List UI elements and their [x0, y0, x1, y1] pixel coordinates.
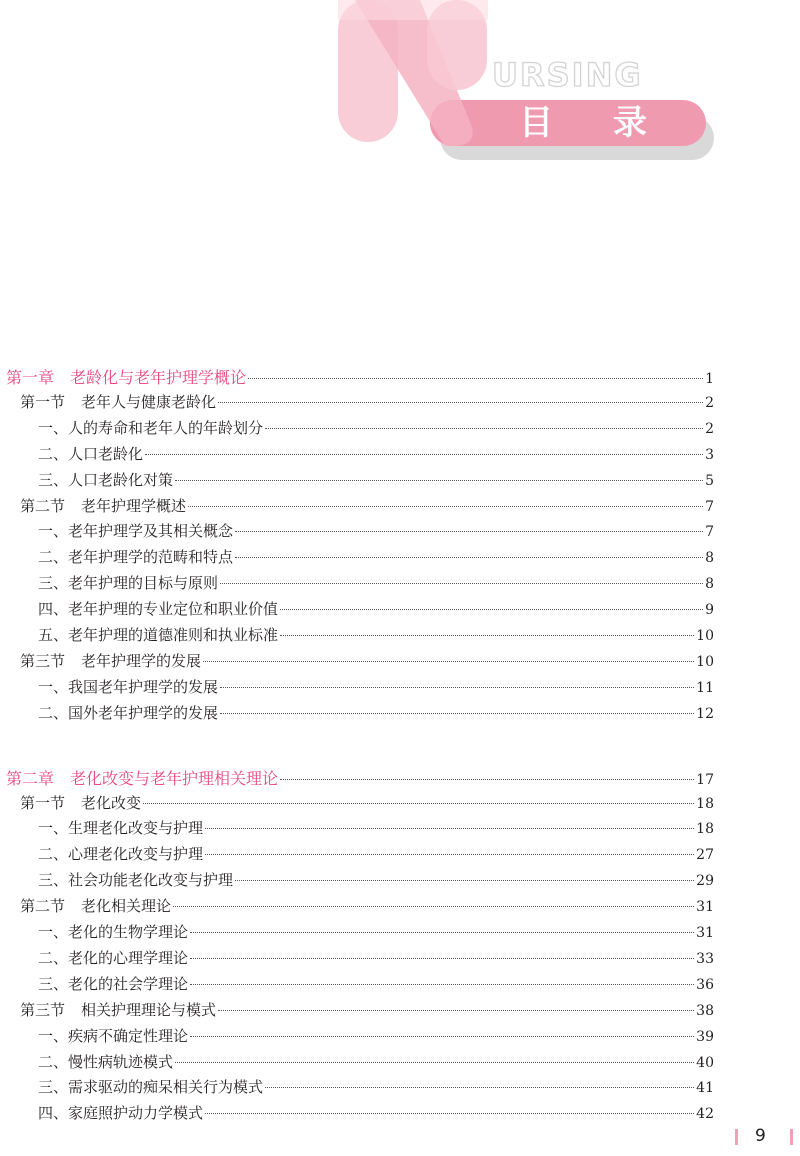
toc-leader-dots — [188, 506, 703, 507]
toc-page-number: 29 — [696, 873, 714, 890]
toc-page-number: 17 — [696, 771, 714, 788]
toc-entry-label — [38, 443, 143, 464]
toc-item-row[interactable] — [38, 417, 714, 439]
toc-item-row[interactable] — [38, 1051, 714, 1073]
toc-page-number: 27 — [696, 847, 714, 864]
toc-leader-dots — [265, 428, 703, 429]
toc-entry-label — [38, 520, 233, 541]
toc-entry-number: 第二节 — [20, 897, 66, 916]
toc-page-number: 10 — [696, 653, 714, 670]
toc-item-row[interactable] — [38, 598, 714, 620]
toc-entry-title: 老龄化与老年护理学概论 — [70, 368, 247, 387]
toc-entry-label — [38, 817, 203, 838]
toc-page-number: 38 — [696, 1002, 714, 1019]
toc-entry-label — [20, 895, 171, 916]
toc-entry-title: 二、老年护理学的范畴和特点 — [38, 548, 234, 567]
toc-entry-number: 第一章 — [6, 368, 55, 387]
toc-entry-title: 四、家庭照护动力学模式 — [38, 1104, 204, 1123]
toc-leader-dots — [220, 583, 703, 584]
toc-page-number: 9 — [705, 602, 714, 619]
toc-leader-dots — [280, 779, 694, 780]
toc-entry-title: 二、慢性病轨迹模式 — [38, 1052, 174, 1071]
toc-entry-label — [38, 417, 263, 438]
toc-entry-label — [38, 1102, 203, 1123]
toc-leader-dots — [218, 1010, 694, 1011]
toc-leader-dots — [145, 454, 703, 455]
toc-leader-dots — [205, 828, 694, 829]
toc-entry-label — [20, 495, 186, 516]
toc-leader-dots — [205, 1113, 694, 1114]
toc-entry-label — [38, 1076, 263, 1097]
toc-chapter-row[interactable] — [6, 365, 714, 387]
toc-leader-dots — [190, 984, 694, 985]
toc-page-number: 7 — [705, 524, 714, 541]
toc-page-number: 7 — [705, 498, 714, 515]
toc-page-number: 18 — [696, 821, 714, 838]
toc-page-number: 18 — [696, 795, 714, 812]
toc-entry-title: 二、心理老化改变与护理 — [38, 845, 204, 864]
toc-entry-title: 三、老年护理的目标与原则 — [38, 574, 219, 593]
toc-leader-dots — [190, 1036, 694, 1037]
toc-entry-label — [38, 947, 188, 968]
toc-item-row[interactable] — [38, 702, 714, 724]
toc-entry-title: 二、国外老年护理学的发展 — [38, 703, 219, 722]
toc-page-number: 3 — [705, 446, 714, 463]
toc-page-number: 12 — [696, 705, 714, 722]
toc-entry-number: 第二节 — [20, 496, 66, 515]
toc-item-row[interactable] — [38, 869, 714, 891]
toc-entry-title: 老年人与健康老龄化 — [81, 392, 217, 411]
toc-entry-title: 一、老化的生物学理论 — [38, 923, 189, 941]
toc-item-row[interactable] — [38, 624, 714, 646]
toc-item-row[interactable] — [38, 1102, 714, 1124]
toc-entry-title: 老化相关理论 — [81, 897, 172, 916]
toc-entry-label — [20, 391, 216, 412]
toc-leader-dots — [203, 661, 694, 662]
toc-entry-label — [38, 469, 173, 490]
toc-item-row[interactable] — [38, 921, 714, 943]
toc-item-row[interactable] — [38, 572, 714, 594]
toc-entry-label — [6, 365, 246, 388]
toc-entry-title: 一、生理老化改变与护理 — [38, 819, 204, 838]
toc-item-row[interactable] — [38, 973, 714, 995]
toc-entry-title: 一、老年护理学及其相关概念 — [38, 522, 234, 541]
toc-entry-label — [38, 572, 218, 593]
toc-section-row[interactable] — [20, 391, 714, 413]
toc-entry-label — [38, 1051, 173, 1072]
toc-section-row[interactable] — [20, 999, 714, 1021]
toc-leader-dots — [280, 609, 703, 610]
toc-entry-title: 三、老化的社会学理论 — [38, 974, 189, 993]
toc-entry-label — [38, 702, 218, 723]
toc-section-row[interactable] — [20, 792, 714, 814]
toc-entry-number: 第一节 — [20, 392, 66, 411]
toc-page-number: 2 — [705, 394, 714, 411]
toc-entry-label — [38, 921, 188, 942]
toc-chapter-row[interactable] — [6, 766, 714, 788]
page-number: 9 — [755, 1126, 766, 1146]
toc-item-row[interactable] — [38, 947, 714, 969]
toc-entry-label — [38, 869, 233, 890]
toc-entry-label — [38, 676, 218, 697]
toc-page-number: 31 — [696, 899, 714, 916]
toc-entry-title: 相关护理理论与模式 — [81, 1000, 217, 1019]
toc-page-number: 8 — [705, 576, 714, 593]
toc-page-number: 41 — [696, 1080, 714, 1097]
toc-entry-number: 第一节 — [20, 793, 66, 812]
folio-right-bar — [790, 1129, 793, 1145]
toc-page-number: 10 — [696, 628, 714, 644]
page-title: 目 录 — [519, 103, 671, 143]
toc-item-row[interactable] — [38, 443, 714, 465]
toc-entry-label — [38, 843, 203, 864]
toc-section-row[interactable] — [20, 495, 714, 517]
toc-entry-label — [6, 766, 278, 789]
toc-entry-label — [20, 650, 201, 671]
toc-entry-label — [20, 999, 216, 1020]
toc-entry-title: 老化改变与老年护理相关理论 — [70, 768, 279, 788]
toc-entry-label — [38, 973, 188, 994]
toc-page-number: 31 — [696, 925, 714, 941]
toc-leader-dots — [218, 402, 703, 403]
toc-section-row[interactable] — [20, 650, 714, 672]
toc-entry-title: 四、老年护理的专业定位和职业价值 — [38, 600, 279, 619]
toc-page-number: 1 — [705, 371, 714, 387]
toc-page-number: 36 — [696, 976, 714, 993]
toc-item-row[interactable] — [38, 546, 714, 568]
toc-entry-label — [38, 598, 278, 619]
toc-entry-title: 一、人的寿命和老年人的年龄划分 — [38, 418, 264, 437]
toc-entry-number: 第三节 — [20, 1000, 66, 1019]
toc-page-number: 40 — [696, 1054, 714, 1071]
toc-entry-label — [38, 546, 233, 567]
page-folio — [735, 1126, 799, 1146]
toc-leader-dots — [248, 378, 703, 379]
toc-entry-title: 一、疾病不确定性理论 — [38, 1026, 189, 1045]
toc-item-row[interactable] — [38, 469, 714, 491]
toc-leader-dots — [220, 713, 694, 714]
toc-entry-number: 第三节 — [20, 651, 66, 670]
toc-page-number: 39 — [696, 1028, 714, 1045]
toc-leader-dots — [190, 958, 694, 959]
toc-leader-dots — [173, 906, 694, 907]
toc-leader-dots — [175, 480, 703, 481]
toc-entry-title: 老化改变 — [81, 793, 142, 812]
toc-entry-label — [38, 624, 278, 645]
toc-entry-title: 二、人口老龄化 — [38, 444, 144, 463]
toc-entry-title: 三、人口老龄化对策 — [38, 470, 174, 489]
toc-entry-label — [38, 1025, 188, 1046]
toc-entry-title: 老年护理学的发展 — [81, 651, 202, 670]
toc-leader-dots — [280, 635, 694, 636]
toc-item-row[interactable] — [38, 843, 714, 865]
toc-page-number: 8 — [705, 550, 714, 567]
toc-entry-title: 老年护理学概述 — [81, 496, 187, 515]
toc-item-row[interactable] — [38, 676, 714, 698]
toc-page-number: 33 — [696, 950, 714, 967]
toc-entry-label — [20, 792, 141, 813]
toc-leader-dots — [220, 687, 694, 688]
toc-page-number: 5 — [705, 472, 714, 489]
toc-entry-title: 二、老化的心理学理论 — [38, 948, 189, 967]
toc-leader-dots — [235, 531, 703, 532]
toc-leader-dots — [190, 932, 694, 933]
toc-page-number: 2 — [705, 420, 714, 437]
toc-item-row[interactable] — [38, 1025, 714, 1047]
toc-section-row[interactable] — [20, 895, 714, 917]
toc-leader-dots — [143, 803, 694, 804]
toc-leader-dots — [265, 1087, 694, 1088]
toc-item-row[interactable] — [38, 1076, 714, 1098]
brand-letters-ursing: URSING — [492, 56, 643, 94]
toc-leader-dots — [175, 1062, 694, 1063]
toc-leader-dots — [235, 557, 703, 558]
toc-leader-dots — [205, 854, 694, 855]
toc-leader-dots — [235, 880, 694, 881]
toc-entry-title: 五、老年护理的道德准则和执业标准 — [38, 626, 279, 644]
toc-page-number: 42 — [696, 1106, 714, 1123]
toc-item-row[interactable] — [38, 520, 714, 542]
toc-entry-title: 三、社会功能老化改变与护理 — [38, 871, 234, 890]
header-nursing-logo-art — [0, 0, 800, 190]
toc-entry-title: 一、我国老年护理学的发展 — [38, 677, 219, 696]
toc-entry-title: 三、需求驱动的痴呆相关行为模式 — [38, 1078, 264, 1097]
folio-left-bar — [735, 1129, 738, 1145]
toc-item-row[interactable] — [38, 817, 714, 839]
toc-entry-number: 第二章 — [6, 768, 55, 788]
toc-page-number: 11 — [696, 679, 714, 696]
